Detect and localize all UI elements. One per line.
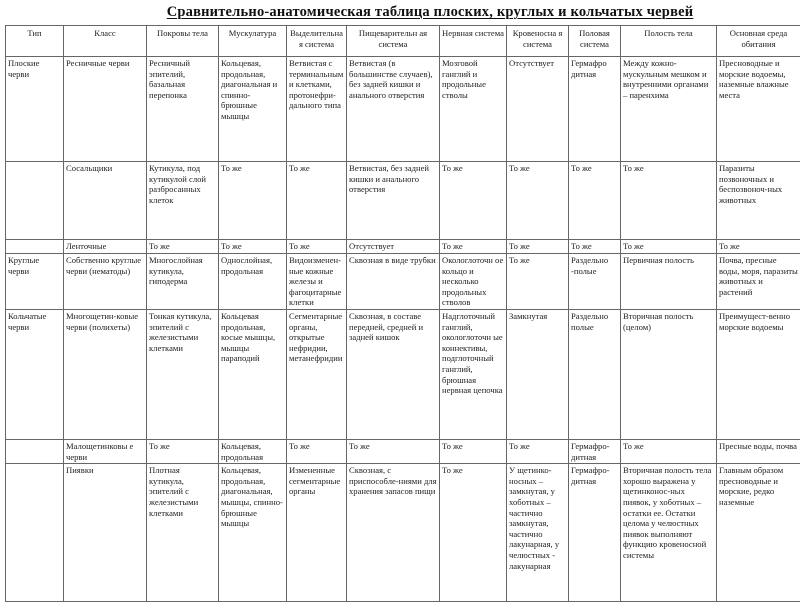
table-cell: Однослойная, продольная <box>219 254 287 310</box>
header-cell-reproductive: Половая система <box>569 26 621 57</box>
table-cell: Ресничный эпителий, базальная перепонка <box>147 57 219 162</box>
table-cell: То же <box>219 162 287 240</box>
table-cell: То же <box>287 162 347 240</box>
class-cell: Сосальщики <box>64 162 147 240</box>
table-cell: У щетинко-носных – замкнутая, у хоботных – частично замкнутая, частично лакунарная, у челюстных - лакунарная <box>507 464 569 602</box>
table-cell: Надглоточный ганглий, окологлоточн ые коннективы, подглоточный ганглий, брюшная нервная цепочка <box>440 310 507 440</box>
table-cell: Ветвистая с терминальным и клетками, протонефри-дального типа <box>287 57 347 162</box>
table-cell: Кольцевая, продольная, диагональная и спинно-брюшные мышцы <box>219 57 287 162</box>
table-cell: То же <box>621 162 717 240</box>
type-cell: Круглые черви <box>6 254 64 310</box>
type-cell <box>6 440 64 464</box>
table-cell: Измененные сегментарные органы <box>287 464 347 602</box>
table-cell: То же <box>347 440 440 464</box>
table-cell: То же <box>440 240 507 254</box>
table-cell: Преимущест-венно морские водоемы <box>717 310 800 440</box>
table-cell: То же <box>507 440 569 464</box>
table-cell: Раздельно -полые <box>569 254 621 310</box>
table-cell: Пресные воды, почва <box>717 440 800 464</box>
table-row <box>6 162 800 240</box>
table-cell: Отсутствует <box>507 57 569 162</box>
table-cell: Вторичная полость (целом) <box>621 310 717 440</box>
table-cell: То же <box>507 162 569 240</box>
table-row <box>6 440 800 464</box>
table-cell: То же <box>287 240 347 254</box>
table-cell: Замкнутая <box>507 310 569 440</box>
table-row <box>6 310 800 440</box>
table-cell: Ветвистая, без задней кишки и анального отверстия <box>347 162 440 240</box>
table-cell: То же <box>507 254 569 310</box>
table-cell: Главным образом пресноводные и морские, редко наземные <box>717 464 800 602</box>
table-cell: Вторичная полость тела хорошо выражена у щетинконос-ных пиявок, у хоботных – остатки ее. Остатки целома у челюстных пиявок выполняют функцию кровеносной системы <box>621 464 717 602</box>
table-cell: Пресноводные и морские водоемы, наземные влажные места <box>717 57 800 162</box>
header-cell-musculature: Мускулатура <box>219 26 287 57</box>
header-cell-circulatory: Кровеносна я система <box>507 26 569 57</box>
table-cell: Сквозная в виде трубки <box>347 254 440 310</box>
type-cell: Кольчатые черви <box>6 310 64 440</box>
class-cell: Многощетин-ковые черви (полихеты) <box>64 310 147 440</box>
table-cell: Гермафро дитная <box>569 57 621 162</box>
header-cell-type: Тип <box>6 26 64 57</box>
table-row <box>6 464 800 602</box>
table-cell: Между кожно-мускульным мешком и внутренними органами – паренхима <box>621 57 717 162</box>
table-cell: То же <box>621 240 717 254</box>
table-cell: Видоизменен-ные кожные железы и фагоцитарные клетки <box>287 254 347 310</box>
header-row <box>6 26 800 57</box>
table-cell: Мозговой ганглий и продольные стволы <box>440 57 507 162</box>
header-cell-habitat: Основная среда обитания <box>717 26 800 57</box>
table-row <box>6 57 800 162</box>
table-cell: То же <box>621 440 717 464</box>
class-cell: Малощетинковы е черви <box>64 440 147 464</box>
table-cell: Почва, пресные воды, моря, паразиты животных и растений <box>717 254 800 310</box>
table-cell: Сегментарные органы, открытые нефридии, метанефридии <box>287 310 347 440</box>
header-cell-digestive: Пищеварительн ая система <box>347 26 440 57</box>
header-cell-nervous: Нервная система <box>440 26 507 57</box>
table-cell: То же <box>147 240 219 254</box>
table-cell: То же <box>569 162 621 240</box>
table-cell: То же <box>440 464 507 602</box>
type-cell: Плоские черви <box>6 57 64 162</box>
table-cell: Сквозная, с приспособле-ниями для хранения запасов пищи <box>347 464 440 602</box>
table-row <box>6 240 800 254</box>
table-cell: То же <box>507 240 569 254</box>
table-cell: Паразиты позвоночных и беспозвоноч-ных животных <box>717 162 800 240</box>
class-cell: Ресничные черви <box>64 57 147 162</box>
header-cell-excretory: Выделительна я система <box>287 26 347 57</box>
table-cell: Первичная полость <box>621 254 717 310</box>
table-cell: Плотная кутикула, эпителий с железистыми клетками <box>147 464 219 602</box>
table-cell: Кольцевая, продольная, диагональная, мышцы, спинно-брюшные мышцы <box>219 464 287 602</box>
table-cell: Кольцевая продольная, косые мышцы, мышцы параподий <box>219 310 287 440</box>
header-cell-body-cover: Покровы тела <box>147 26 219 57</box>
table-cell: Гермафро-дитная <box>569 464 621 602</box>
table-cell: Тонкая кутикула, эпителий с железистыми клетками <box>147 310 219 440</box>
table-cell: То же <box>440 162 507 240</box>
type-cell <box>6 162 64 240</box>
table-cell: Многослойная кутикула, гиподерма <box>147 254 219 310</box>
table-cell: Кутикула, под кутикулой слой разбросанных клеток <box>147 162 219 240</box>
page-title: Сравнительно-анатомическая таблица плоских, круглых и кольчатых червей <box>150 4 710 21</box>
table-row <box>6 254 800 310</box>
class-cell: Пиявки <box>64 464 147 602</box>
table-cell: Раздельно полые <box>569 310 621 440</box>
table-cell: Сквозная, в составе передней, средней и задней кишок <box>347 310 440 440</box>
table-cell: То же <box>717 240 800 254</box>
table-cell: То же <box>147 440 219 464</box>
table-cell: То же <box>569 240 621 254</box>
table-cell: Гермафро-дитная <box>569 440 621 464</box>
table-cell: Отсутствует <box>347 240 440 254</box>
table-cell: То же <box>287 440 347 464</box>
type-cell <box>6 240 64 254</box>
type-cell <box>6 464 64 602</box>
class-cell: Собственно круглые черви (нематоды) <box>64 254 147 310</box>
table-cell: Окологлоточн ое кольцо и несколько продольных стволов <box>440 254 507 310</box>
header-cell-class: Класс <box>64 26 147 57</box>
table-cell: То же <box>219 240 287 254</box>
table-cell: То же <box>440 440 507 464</box>
table-cell: Ветвистая (в большинстве случаев), без задней кишки и анального отверстия <box>347 57 440 162</box>
class-cell: Ленточные <box>64 240 147 254</box>
table-cell: Кольцевая, продольная <box>219 440 287 464</box>
header-cell-body-cavity: Полость тела <box>621 26 717 57</box>
comparison-table <box>5 25 800 602</box>
